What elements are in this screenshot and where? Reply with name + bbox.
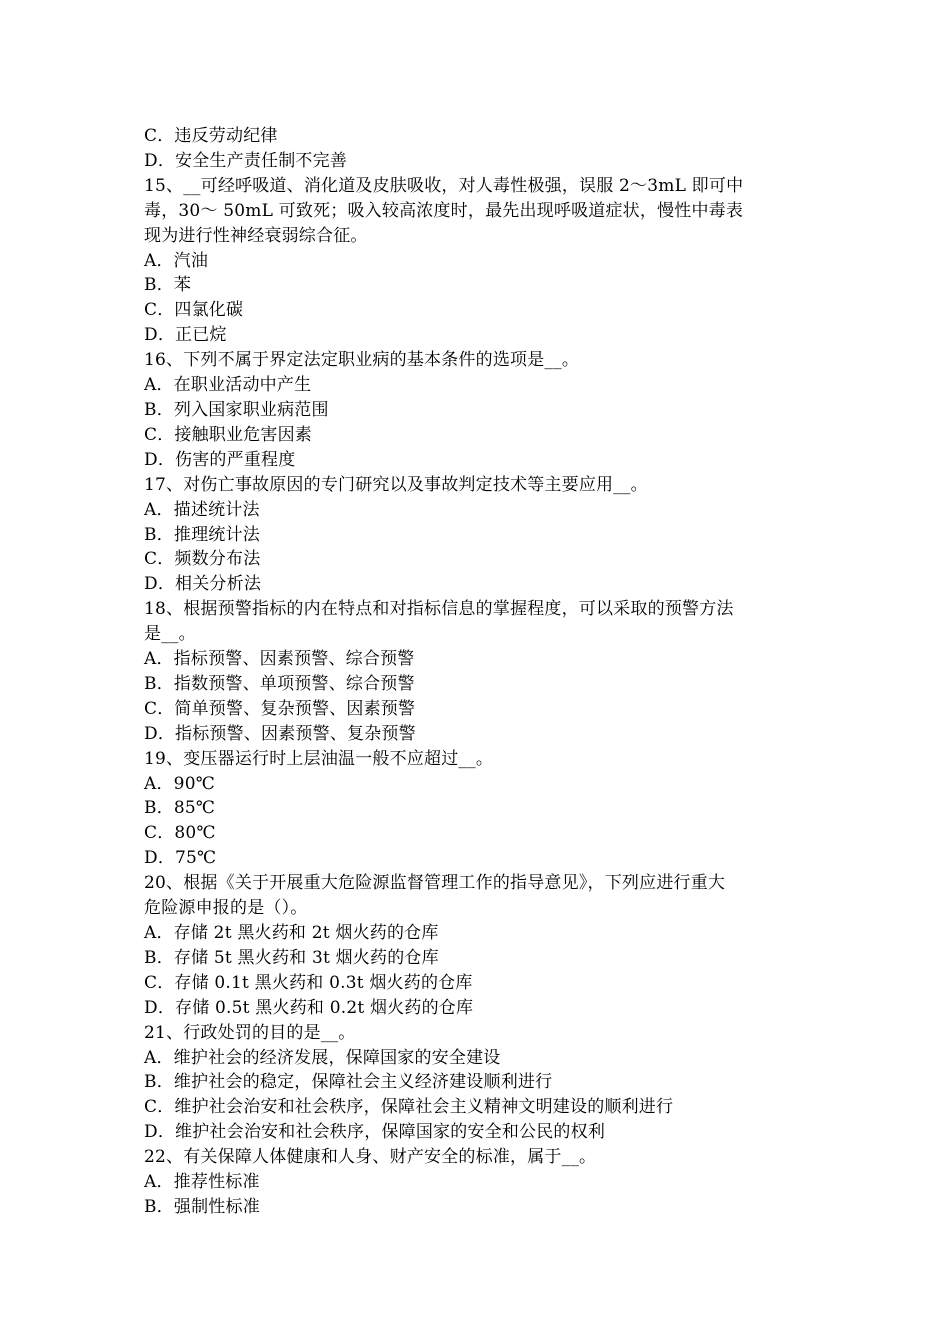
option-line: D．相关分析法 (144, 574, 262, 595)
option-line: D．伤害的严重程度 (144, 449, 296, 470)
question-line: 16、下列不属于界定法定职业病的基本条件的选项是__。 (144, 350, 580, 371)
option-line: C．接触职业危害因素 (144, 424, 313, 445)
option-line: A．推荐性标准 (144, 1172, 260, 1193)
option-line: D．75℃ (144, 848, 217, 869)
option-line: B．强制性标准 (144, 1196, 260, 1217)
question-line: 是__。 (144, 624, 196, 645)
question-line: 15、__可经呼吸道、消化道及皮肤吸收，对人毒性极强，误服 2～3mL 即可中 (144, 175, 744, 196)
question-line: 21、行政处罚的目的是__。 (144, 1022, 356, 1043)
question-line: 20、根据《关于开展重大危险源监督管理工作的指导意见》，下列应进行重大 (144, 873, 726, 894)
option-line: C．80℃ (144, 823, 216, 844)
option-line: A．在职业活动中产生 (144, 375, 312, 396)
question-line: 17、对伤亡事故原因的专门研究以及事故判定技术等主要应用__。 (144, 474, 648, 495)
question-line: 18、根据预警指标的内在特点和对指标信息的掌握程度，可以采取的预警方法 (144, 599, 734, 620)
option-line: A．指标预警、因素预警、综合预警 (144, 649, 415, 670)
option-line: A．维护社会的经济发展，保障国家的安全建设 (144, 1047, 501, 1068)
option-line: A．存储 2t 黑火药和 2t 烟火药的仓库 (144, 923, 439, 943)
question-line: 毒，30～ 50mL 可致死；吸入较高浓度时，最先出现呼吸道症状，慢性中毒表 (144, 200, 744, 221)
option-line: C．存储 0.1t 黑火药和 0.3t 烟火药的仓库 (144, 972, 473, 993)
option-line: A．90℃ (144, 773, 215, 794)
option-line: A．描述统计法 (144, 499, 260, 520)
option-line: B．列入国家职业病范围 (144, 399, 329, 420)
option-line: C．维护社会治安和社会秩序，保障社会主义精神文明建设的顺利进行 (144, 1097, 674, 1118)
question-line: 危险源申报的是（）。 (144, 898, 308, 919)
option-line: B．苯 (144, 275, 192, 296)
option-line: A．汽油 (144, 250, 209, 271)
option-line: C．简单预警、复杂预警、因素预警 (144, 698, 416, 719)
option-line: B．指数预警、单项预警、综合预警 (144, 673, 415, 694)
option-line: C．四氯化碳 (144, 300, 244, 321)
option-line: C．违反劳动纪律 (144, 126, 278, 146)
question-line: 19、变压器运行时上层油温一般不应超过__。 (144, 748, 494, 769)
option-line: B．推理统计法 (144, 524, 260, 545)
option-line: D．正已烷 (144, 325, 227, 346)
option-line: D．存储 0.5t 黑火药和 0.2t 烟火药的仓库 (144, 997, 474, 1018)
option-line: D．安全生产责任制不完善 (144, 150, 348, 171)
question-text-block (144, 124, 809, 1220)
option-line: B．存储 5t 黑火药和 3t 烟火药的仓库 (144, 947, 439, 968)
option-line: D．维护社会治安和社会秩序，保障国家的安全和公民的权利 (144, 1122, 606, 1143)
option-line: B．85℃ (144, 798, 216, 819)
option-line: C．频数分布法 (144, 549, 261, 570)
option-line: B．维护社会的稳定，保障社会主义经济建设顺利进行 (144, 1072, 553, 1093)
option-line: D．指标预警、因素预警、复杂预警 (144, 723, 416, 744)
question-line: 22、有关保障人体健康和人身、财产安全的标准，属于__。 (144, 1147, 597, 1168)
question-line: 现为进行性神经衰弱综合征。 (144, 225, 368, 246)
